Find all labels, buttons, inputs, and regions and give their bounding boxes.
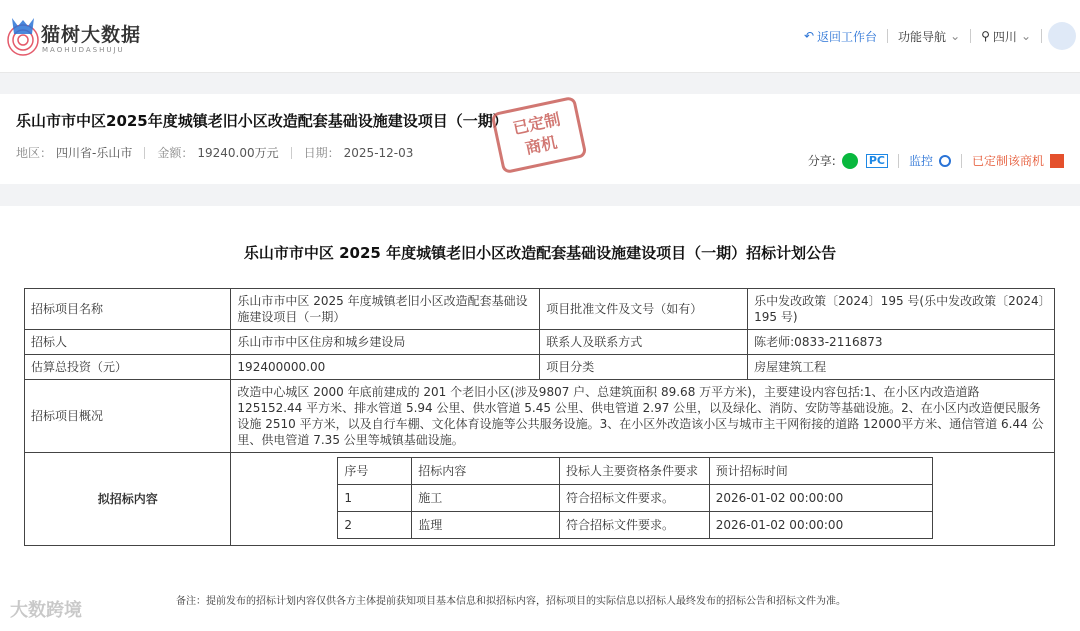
- chevron-down-icon: ⌄: [950, 29, 961, 43]
- amount-value: 19240.00万元: [197, 146, 279, 160]
- user-avatar[interactable]: [1048, 22, 1076, 50]
- table-label-cell: 项目分类: [540, 355, 748, 380]
- location-pin-icon: ⚲: [981, 29, 990, 43]
- brand-subtitle: MAOHUDASHUJU: [42, 46, 125, 54]
- project-title: 乐山市市中区2025年度城镇老旧小区改造配套基础设施建设项目（一期）: [16, 112, 508, 130]
- action-divider: [898, 154, 899, 168]
- plan-subtable: [337, 457, 933, 539]
- table-row: [25, 380, 1055, 453]
- customized-opportunity-button[interactable]: 已定制该商机: [971, 154, 1044, 168]
- monitor-button[interactable]: 监控: [908, 154, 933, 168]
- subtable-cell: 符合招标文件要求。: [560, 512, 710, 539]
- table-label-cell: 招标人: [25, 330, 231, 355]
- notice-footnote: 备注：提前发布的招标计划内容仅供各方主体提前获知项目基本信息和拟招标内容，招标项目的实际信息以招标人最终发布的招标公告和招标文件为准。: [176, 596, 846, 607]
- region-dropdown[interactable]: [971, 28, 1041, 45]
- project-actions: [808, 152, 1064, 169]
- notice-table: [24, 288, 1055, 546]
- subtable-header-row: [338, 458, 933, 485]
- subtable-header-cell: 投标人主要资格条件要求: [560, 458, 710, 485]
- date-value: 2025-12-03: [343, 145, 414, 160]
- table-value-cell: 改造中心城区 2000 年底前建成的 201 个老旧小区(涉及9807 户、总建筑面积 89.68 万平方米)，主要建设内容包括:1、在小区内改造道路 125152.44 平方米、排水管道 5.94 公里、供水管道 5.45 公里、供电管道 2.97 公里，以及绿化、消防、安防等基础设施。2、在小区内改造便民服务设施 2510 平方米，以及自行车棚、文化体育设施等公共服务设施。3、在小区外改造该小区与城市主干网衔接的道路 12000平方米、通信管道 6.44 公里、供电管道 7.35 公里等城镇基础设施。: [231, 380, 1055, 453]
- pc-share-icon[interactable]: PC: [866, 154, 888, 168]
- wechat-share-icon[interactable]: [842, 153, 858, 169]
- table-row: [25, 355, 1055, 380]
- table-row: [25, 289, 1055, 330]
- table-value-cell: 192400000.00: [231, 355, 540, 380]
- notice-title: 乐山市市中区 2025 年度城镇老旧小区改造配套基础设施建设项目（一期）招标计划公告: [243, 244, 837, 262]
- table-value-cell: 陈老师:0833-2116873: [748, 330, 1055, 355]
- region-meta-value: 四川省-乐山市: [56, 146, 133, 160]
- chevron-down-icon: ⌄: [1020, 29, 1031, 43]
- subtable-row: [338, 512, 933, 539]
- meta-divider: [291, 147, 292, 159]
- subtable-header-cell: 招标内容: [412, 458, 560, 485]
- subtable-row: [338, 485, 933, 512]
- subtable-cell: 符合招标文件要求。: [560, 485, 710, 512]
- bookmark-icon[interactable]: [1050, 154, 1064, 168]
- table-label-cell: 拟招标内容: [25, 453, 231, 546]
- table-label-cell: 联系人及联系方式: [540, 330, 748, 355]
- notice-content: [0, 206, 1080, 631]
- amount-label: 金额：: [157, 146, 194, 160]
- table-value-cell: 乐山市市中区住房和城乡建设局: [231, 330, 540, 355]
- subtable-header-cell: 序号: [338, 458, 412, 485]
- table-label-cell: 招标项目名称: [25, 289, 231, 330]
- monitor-icon[interactable]: [939, 155, 951, 167]
- table-label-cell: 估算总投资（元）: [25, 355, 231, 380]
- region-meta-label: 地区：: [16, 146, 53, 160]
- plan-cell: [231, 453, 1055, 546]
- subtable-header-cell: 预计招标时间: [709, 458, 933, 485]
- table-value-cell: 房屋建筑工程: [748, 355, 1055, 380]
- subtable-cell: 2: [338, 512, 412, 539]
- stamp-line-1: 已定制: [511, 109, 563, 139]
- stamp-line-2: 商机: [523, 132, 559, 158]
- function-nav-dropdown[interactable]: [888, 28, 970, 45]
- meta-divider: [144, 147, 145, 159]
- subtable-cell: 1: [338, 485, 412, 512]
- project-header: [0, 94, 1080, 184]
- subtable-cell: 监理: [412, 512, 560, 539]
- brand-logo-icon[interactable]: [6, 10, 40, 60]
- subtable-cell: 2026-01-02 00:00:00: [709, 512, 933, 539]
- back-arrow-icon: ↶: [803, 29, 815, 43]
- brand-name[interactable]: 猫树大数据: [41, 24, 142, 46]
- nav-divider: [1041, 29, 1042, 43]
- back-label: 返回工作台: [817, 29, 878, 44]
- customized-stamp: [490, 96, 587, 175]
- table-value-cell: 乐山市市中区 2025 年度城镇老旧小区改造配套基础设施建设项目（一期）: [231, 289, 540, 330]
- watermark-text: 大数跨境: [10, 600, 82, 621]
- top-nav: [794, 24, 1080, 48]
- table-row: [25, 453, 1055, 546]
- date-label: 日期：: [303, 146, 340, 160]
- subtable-cell: 2026-01-02 00:00:00: [709, 485, 933, 512]
- region-label: 四川: [992, 29, 1017, 44]
- back-to-workbench-link[interactable]: [794, 28, 887, 45]
- function-nav-label: 功能导航: [898, 29, 947, 44]
- top-bar: [0, 0, 1080, 73]
- table-value-cell: 乐中发改政策〔2024〕195 号(乐中发改政策〔2024〕195 号): [748, 289, 1055, 330]
- table-row: [25, 330, 1055, 355]
- table-label-cell: 项目批准文件及文号（如有）: [540, 289, 748, 330]
- table-label-cell: 招标项目概况: [25, 380, 231, 453]
- action-divider: [961, 154, 962, 168]
- subtable-cell: 施工: [412, 485, 560, 512]
- share-label: 分享:: [807, 154, 836, 168]
- project-meta: [16, 144, 413, 161]
